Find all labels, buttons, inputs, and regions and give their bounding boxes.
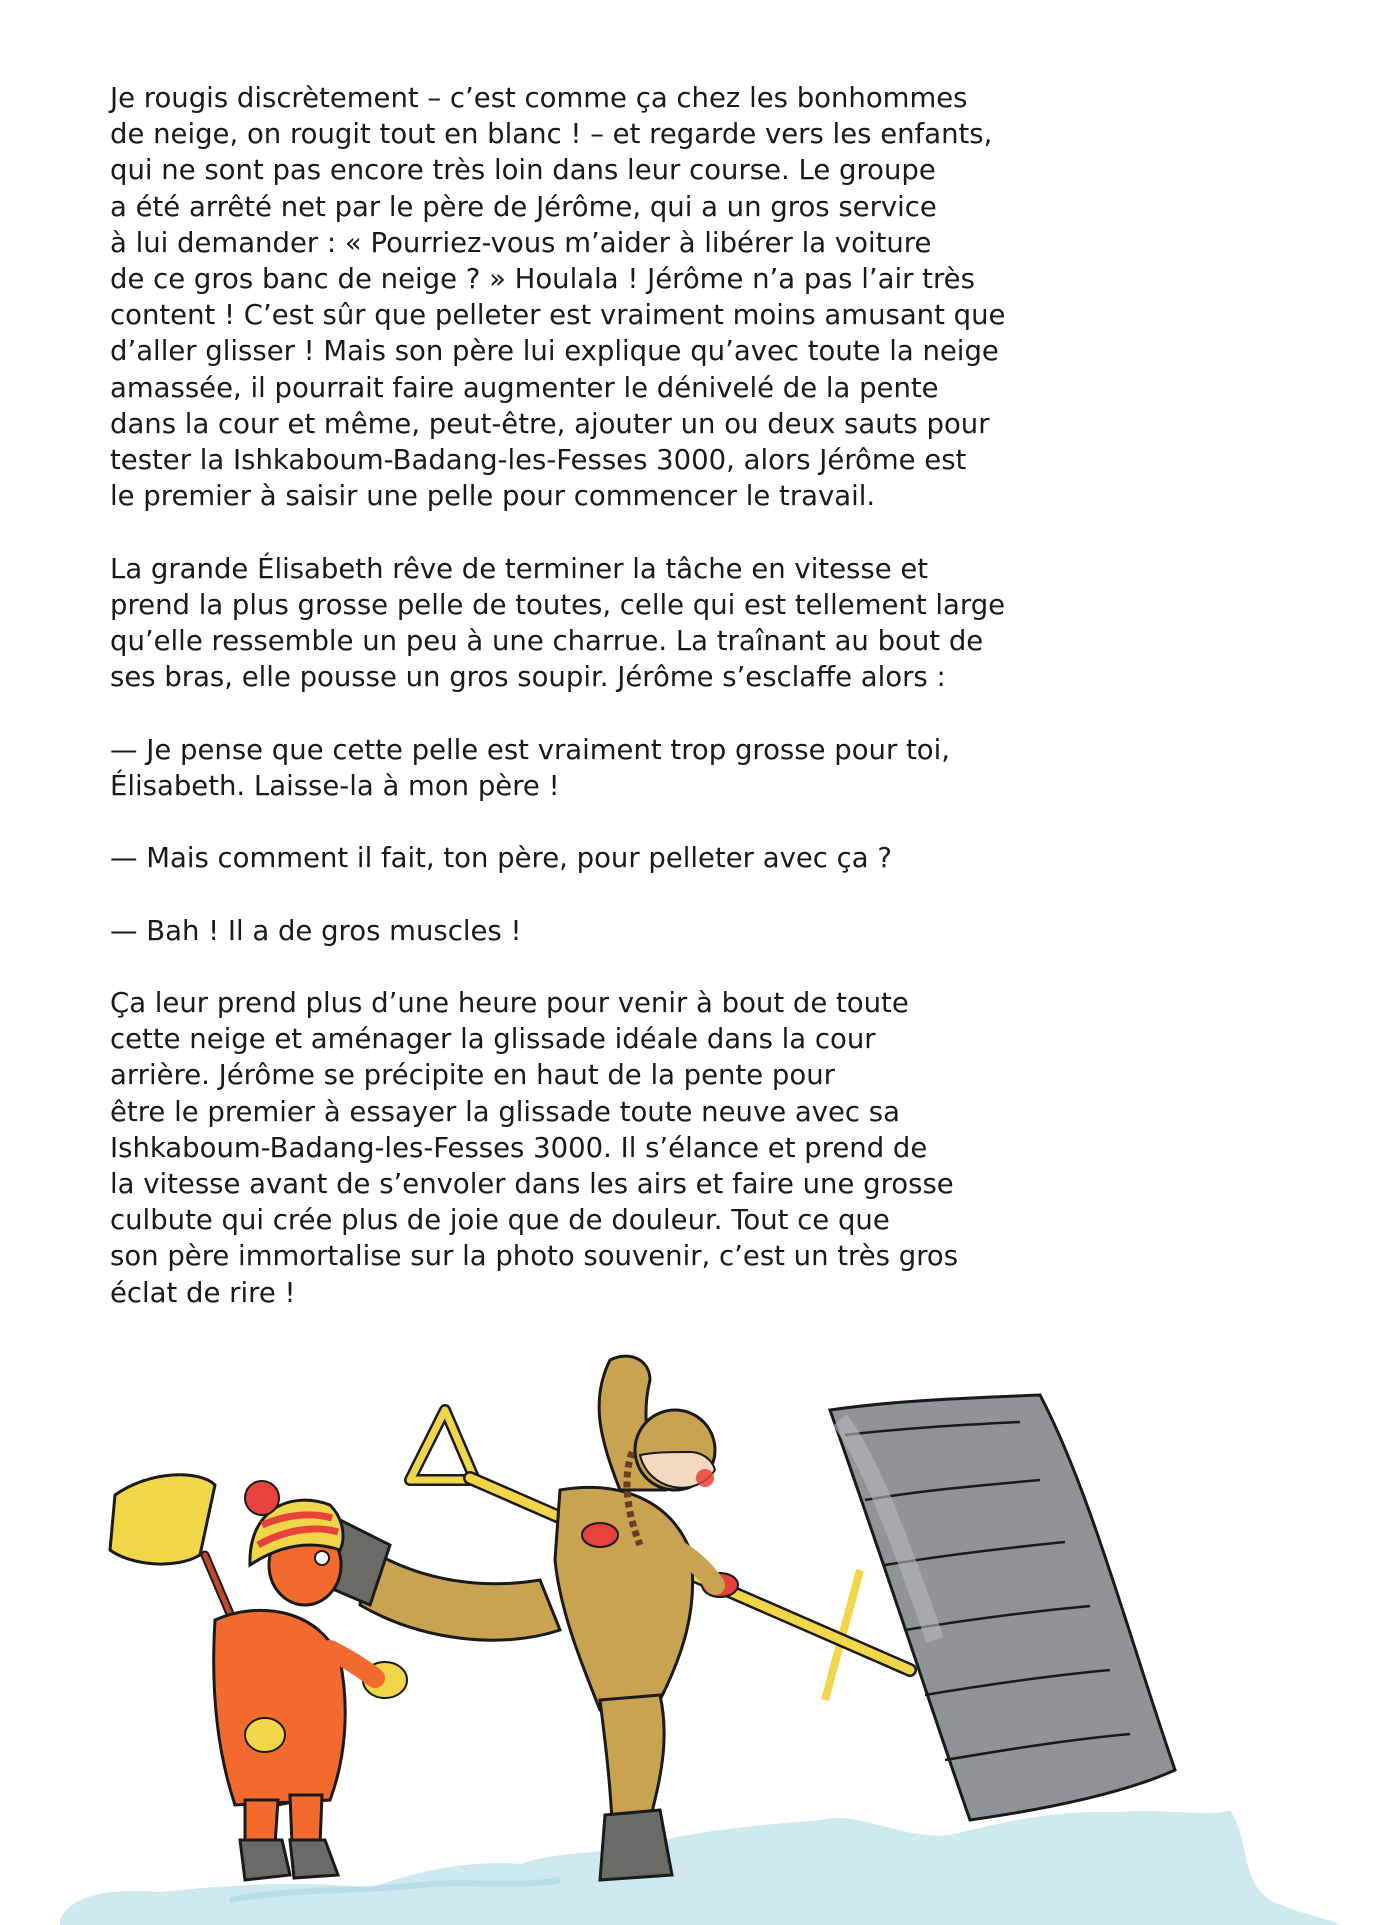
text-line: de neige, on rougit tout en blanc ! – et regarde vers les enfants, [110, 118, 993, 151]
text-line: Ça leur prend plus d’une heure pour venir à bout de toute [110, 987, 909, 1019]
paragraph-gap [110, 949, 1010, 985]
text-line: dans la cour et même, peut-être, ajouter un ou deux sauts pour [110, 407, 990, 440]
paragraph-3 [110, 732, 1010, 804]
girl-mitten-left [582, 1523, 618, 1547]
text-line: de ce gros banc de neige ? » Houlala ! Jérôme n’a pas l’air très [110, 263, 975, 296]
paragraph-5 [110, 913, 1010, 949]
text-line: tester la Ishkaboum-Badang-les-Fesses 3000, alors Jérôme est [110, 444, 967, 477]
text-line: la vitesse avant de s’envoler dans les airs et faire une grosse [110, 1168, 954, 1201]
snow-shoveling-illustration [0, 1340, 1400, 1925]
paragraph-gap [110, 876, 1010, 912]
girl-torso [555, 1488, 693, 1711]
text-line: prend la plus grosse pelle de toutes, celle qui est tellement large [110, 588, 1006, 621]
big-shovel-blade [830, 1395, 1175, 1820]
boy-boot-right [290, 1840, 338, 1878]
text-line: — Je pense que cette pelle est vraiment trop grosse pour toi, [110, 733, 950, 766]
boy-pompom [245, 1481, 279, 1515]
paragraph-1 [110, 80, 1010, 514]
text-line: ses bras, elle pousse un gros soupir. Jérôme s’esclaffe alors : [110, 661, 946, 694]
text-line: éclat de rire ! [110, 1276, 296, 1309]
boy-eye [315, 1551, 329, 1565]
girl-standing-leg [600, 1695, 664, 1822]
text-line: arrière. Jérôme se précipite en haut de la pente pour [110, 1059, 835, 1092]
boy-leg-left [245, 1800, 278, 1845]
paragraph-gap [110, 804, 1010, 840]
text-line: le premier à saisir une pelle pour commencer le travail. [110, 480, 876, 513]
paragraph-gap [110, 514, 1010, 550]
text-line: — Bah ! Il a de gros muscles ! [110, 914, 522, 947]
boy-mitten-left [245, 1718, 285, 1752]
text-line: qu’elle ressemble un peu à une charrue. La traînant au bout de [110, 625, 984, 658]
big-shovel [825, 1395, 1175, 1820]
text-line: — Mais comment il fait, ton père, pour pelleter avec ça ? [110, 842, 892, 875]
text-line: à lui demander : « Pourriez-vous m’aider à libérer la voiture [110, 226, 932, 259]
boy-leg-right [290, 1795, 322, 1845]
paragraph-2 [110, 551, 1010, 696]
boy-boot-left [240, 1840, 290, 1880]
paragraph-gap [110, 695, 1010, 731]
text-line: La grande Élisabeth rêve de terminer la tâche en vitesse et [110, 552, 929, 585]
boy-shovel-blade [110, 1475, 215, 1564]
paragraph-6 [110, 985, 1010, 1311]
girl-raised-leg [360, 1550, 560, 1640]
text-line: qui ne sont pas encore très loin dans leur course. Le groupe [110, 154, 936, 187]
text-line: Je rougis discrètement – c’est comme ça chez les bonhommes [110, 82, 968, 114]
girl-cheek [696, 1469, 714, 1487]
girl-standing-boot [600, 1810, 672, 1880]
text-line: content ! C’est sûr que pelleter est vraiment moins amusant que [110, 299, 1006, 332]
boy-suit [214, 1610, 346, 1805]
text-line: culbute qui crée plus de joie que de douleur. Tout ce que [110, 1204, 890, 1237]
text-line: être le premier à essayer la glissade toute neuve avec sa [110, 1095, 900, 1128]
text-line: Ishkaboum-Badang-les-Fesses 3000. Il s’élance et prend de [110, 1131, 928, 1164]
text-line: cette neige et aménager la glissade idéale dans la cour [110, 1023, 876, 1056]
story-text [110, 80, 1010, 1311]
girl-elisabeth [326, 1356, 738, 1880]
text-line: d’aller glisser ! Mais son père lui explique qu’avec toute la neige [110, 335, 999, 368]
paragraph-4 [110, 840, 1010, 876]
text-line: Élisabeth. Laisse-la à mon père ! [110, 769, 560, 802]
text-line: a été arrêté net par le père de Jérôme, qui a un gros service [110, 190, 937, 223]
text-line: amassée, il pourrait faire augmenter le dénivelé de la pente [110, 371, 939, 404]
text-line: son père immortalise sur la photo souvenir, c’est un très gros [110, 1240, 959, 1273]
